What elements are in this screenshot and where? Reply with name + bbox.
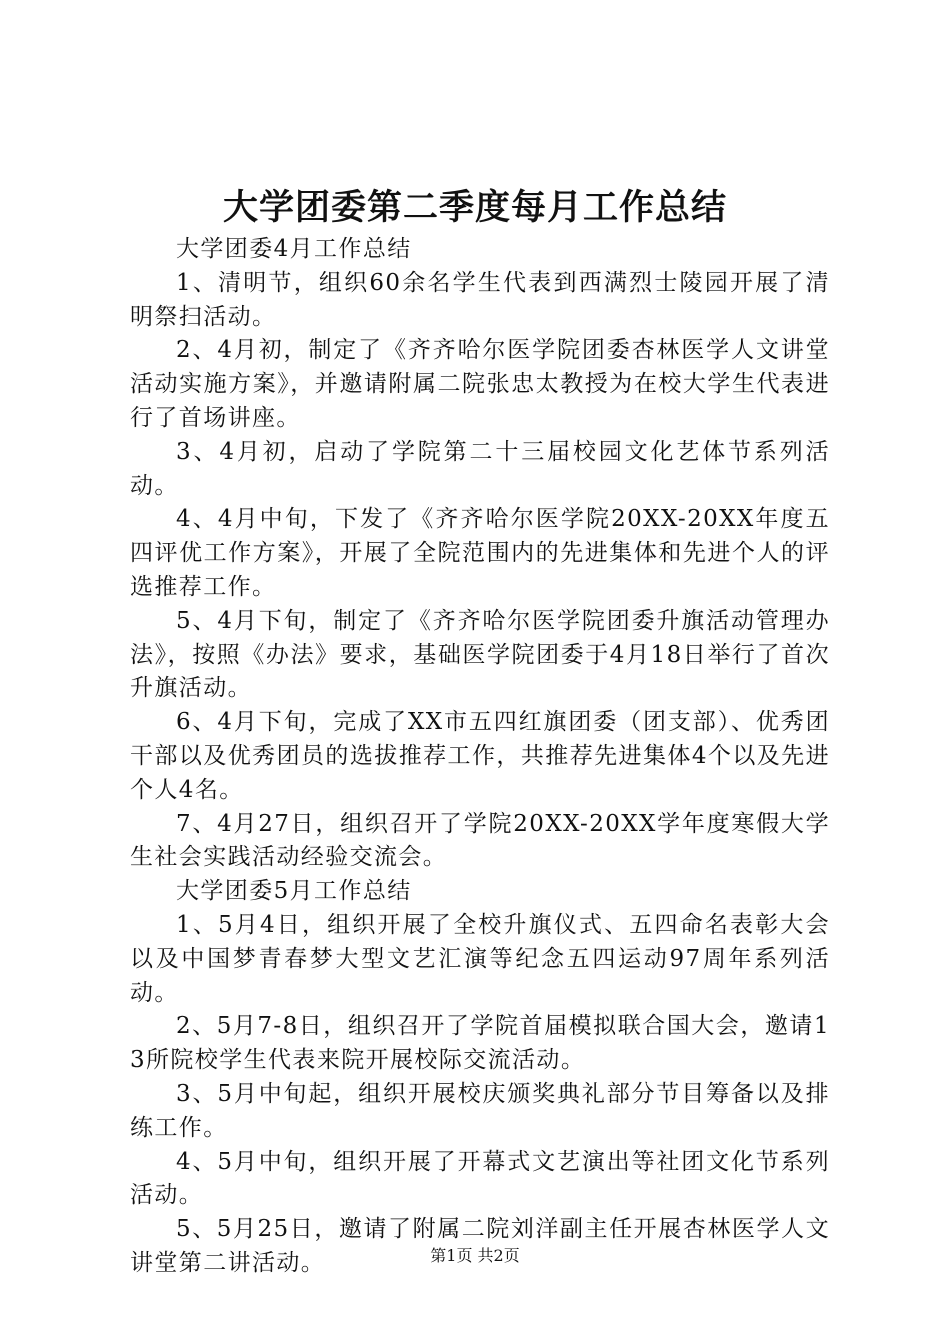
paragraph: 2、5月7-8日，组织召开了学院首届模拟联合国大会，邀请13所院校学生代表来院开展校际交流活动。	[130, 1013, 830, 1074]
page-footer: 第1页 共2页	[430, 1246, 520, 1265]
paragraph: 2、4月初，制定了《齐齐哈尔医学院团委杏林医学人文讲堂活动实施方案》，并邀请附属二院张忠太教授为在校大学生代表进行了首场讲座。	[130, 337, 830, 431]
paragraph: 6、4月下旬，完成了XX市五四红旗团委（团支部）、优秀团干部以及优秀团员的选拔推荐工作，共推荐先进集体4个以及先进个人4名。	[130, 709, 830, 803]
paragraph: 7、4月27日，组织召开了学院20XX-20XX学年度寒假大学生社会实践活动经验交流会。	[130, 810, 830, 871]
section-heading-april: 大学团委4月工作总结	[176, 236, 412, 262]
paragraph: 5、5月25日，邀请了附属二院刘洋副主任开展杏林医学人文讲堂第二讲活动。	[130, 1216, 830, 1276]
section-heading-may: 大学团委5月工作总结	[176, 878, 412, 905]
document-title: 大学团委第二季度每月工作总结	[222, 187, 727, 228]
paragraph: 5、4月下旬，制定了《齐齐哈尔医学院团委升旗活动管理办法》，按照《办法》要求，基础医学院团委于4月18日举行了首次升旗活动。	[130, 607, 830, 702]
paragraph: 4、4月中旬，下发了《齐齐哈尔医学院20XX-20XX年度五四评优工作方案》，开展了全院范围内的先进集体和先进个人的评选推荐工作。	[130, 506, 830, 600]
paragraph: 1、5月4日，组织开展了全校升旗仪式、五四命名表彰大会以及中国梦青春梦大型文艺汇演等纪念五四运动97周年系列活动。	[130, 911, 830, 1006]
paragraph: 1、清明节，组织60余名学生代表到西满烈士陵园开展了清明祭扫活动。	[130, 269, 830, 330]
document-body	[130, 233, 830, 1281]
paragraph: 4、5月中旬，组织开展了开幕式文艺演出等社团文化节系列活动。	[130, 1148, 830, 1209]
paragraph: 3、5月中旬起，组织开展校庆颁奖典礼部分节目筹备以及排练工作。	[130, 1080, 830, 1141]
paragraph: 3、4月初，启动了学院第二十三届校园文化艺体节系列活动。	[130, 438, 830, 499]
